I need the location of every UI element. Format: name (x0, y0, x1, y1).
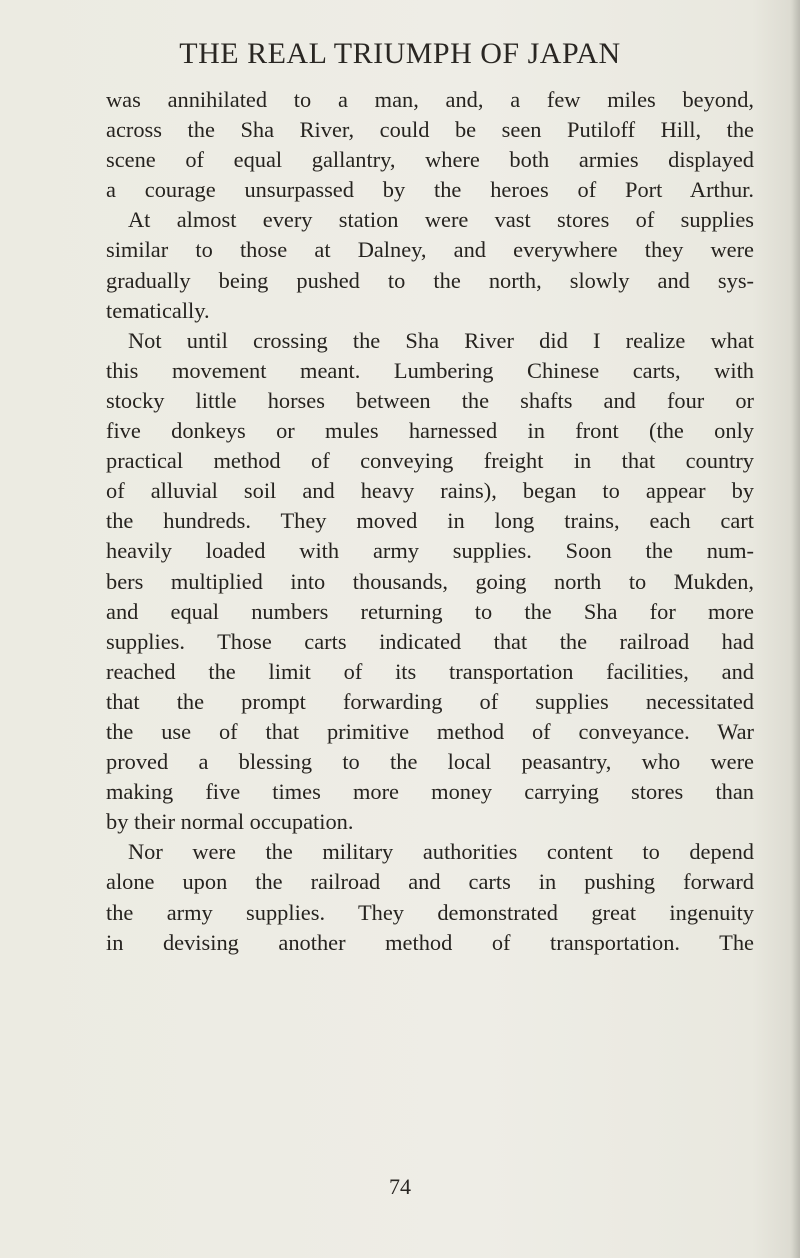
text-line: the hundreds. They moved in long trains, each cart (106, 508, 754, 534)
page-edge-shadow (790, 0, 800, 1258)
text-line: the army supplies. They demonstrated great ingenuity (106, 899, 754, 925)
text-line: reached the limit of its transportation facilities, and (106, 658, 754, 684)
text-line: bers multiplied into thousands, going north to Mukden, (106, 568, 754, 594)
text-line: Nor were the military authorities content to depend (128, 839, 754, 865)
text-line: Not until crossing the Sha River did I realize what (128, 327, 754, 353)
text-line: across the Sha River, could be seen Putiloff Hill, the (106, 117, 754, 143)
running-title: THE REAL TRIUMPH OF JAPAN (179, 37, 621, 70)
text-line: similar to those at Dalney, and everywhere they were (106, 237, 754, 263)
text-line: a courage unsurpassed by the heroes of Port Arthur. (106, 177, 754, 203)
text-line: this movement meant. Lumbering Chinese carts, with (106, 357, 754, 383)
text-line: was annihilated to a man, and, a few miles beyond, (106, 87, 754, 112)
text-line: of alluvial soil and heavy rains), began to appear by (106, 478, 754, 504)
page-number: 74 (389, 1174, 411, 1199)
text-line: five donkeys or mules harnessed in front (the only (106, 418, 754, 444)
text-line: making five times more money carrying stores than (106, 779, 754, 805)
text-line: stocky little horses between the shafts and four or (106, 387, 754, 413)
text-line: proved a blessing to the local peasantry, who were (106, 749, 754, 775)
text-line: gradually being pushed to the north, slowly and sys- (106, 267, 754, 293)
text-line: and equal numbers returning to the Sha for more (106, 598, 754, 624)
body-text (106, 85, 754, 958)
text-line: that the prompt forwarding of supplies necessitated (106, 688, 754, 714)
text-line: in devising another method of transportation. The (106, 929, 754, 955)
text-line: scene of equal gallantry, where both armies displayed (106, 147, 754, 173)
text-line: alone upon the railroad and carts in pushing forward (106, 869, 754, 895)
text-line: practical method of conveying freight in that country (106, 448, 754, 474)
text-line: the use of that primitive method of conveyance. War (106, 718, 754, 744)
text-line: At almost every station were vast stores of supplies (128, 207, 754, 233)
text-line: by their normal occupation. (106, 809, 354, 835)
text-line: supplies. Those carts indicated that the railroad had (106, 628, 754, 654)
text-line: heavily loaded with army supplies. Soon the num- (106, 538, 754, 564)
text-line: tematically. (106, 297, 210, 323)
